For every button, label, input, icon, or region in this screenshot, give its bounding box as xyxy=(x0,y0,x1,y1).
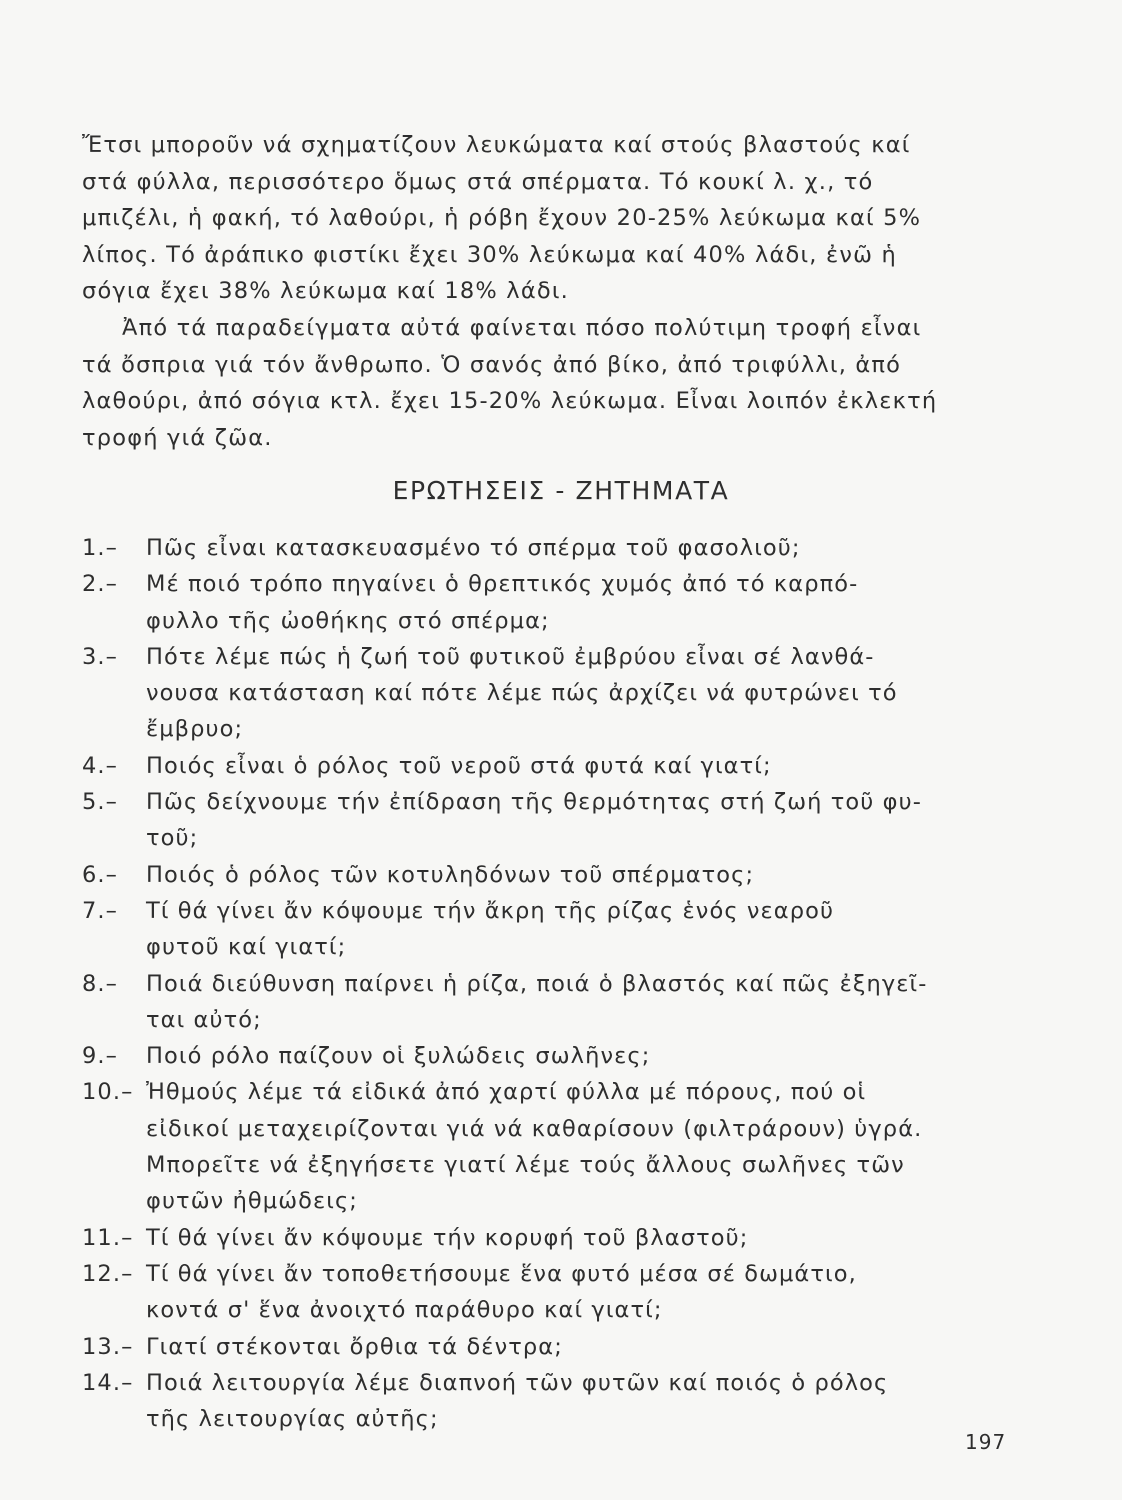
paragraph-proteins-in-seeds xyxy=(82,127,1022,310)
question-line: νουσα κατάσταση καί πότε λέμε πώς ἀρχίζει νά φυτρώνει τό xyxy=(146,680,898,707)
question-number: 10.– xyxy=(82,1079,134,1106)
paragraph-line: λίπος. Τό ἀράπικο φιστίκι ἔχει 30% λεύκωμα καί 40% λάδι, ἐνῶ ἡ xyxy=(82,241,897,268)
list-item xyxy=(82,530,1022,566)
list-item xyxy=(82,1074,1022,1219)
question-number: 6.– xyxy=(82,861,119,888)
question-number: 1.– xyxy=(82,535,119,561)
list-item xyxy=(82,784,1022,857)
question-line: Μπορεῖτε νά ἐξηγήσετε γιατί λέμε τούς ἄλλους σωλῆνες τῶν xyxy=(146,1152,905,1179)
question-line: Τί θά γίνει ἄν τοποθετήσουμε ἕνα φυτό μέσα σέ δωμάτιο, xyxy=(146,1260,857,1287)
paragraph-line: σόγια ἔχει 38% λεύκωμα καί 18% λάδι. xyxy=(82,278,569,305)
question-line: φυλλο τῆς ὠοθήκης στό σπέρμα; xyxy=(146,607,550,634)
paragraph-line: στά φύλλα, περισσότερο ὅμως στά σπέρματα. Τό κουκί λ. χ., τό xyxy=(82,168,874,195)
paragraph-line: τά ὄσπρια γιά τόν ἄνθρωπο. Ὁ σανός ἀπό βίκο, ἀπό τριφύλλι, ἀπό xyxy=(82,351,902,378)
list-item xyxy=(82,1038,1022,1074)
list-item xyxy=(82,857,1022,893)
question-line: κοντά σ' ἕνα ἀνοιχτό παράθυρο καί γιατί; xyxy=(146,1297,663,1324)
question-number: 8.– xyxy=(82,970,119,997)
question-number: 11.– xyxy=(82,1224,134,1251)
questions-list xyxy=(82,530,1022,1437)
question-line: Ποιός εἶναι ὁ ρόλος τοῦ νεροῦ στά φυτά καί γιατί; xyxy=(146,752,772,779)
list-item xyxy=(82,639,1022,748)
section-heading: ΕΡΩΤΗΣΕΙΣ - ΖΗΤΗΜΑΤΑ xyxy=(392,476,730,505)
question-line: ἔμβρυο; xyxy=(146,716,244,743)
page-number: 197 xyxy=(965,1430,1007,1454)
question-number: 12.– xyxy=(82,1260,134,1287)
question-line: εἰδικοί μεταχειρίζονται γιά νά καθαρίσουν (φιλτράρουν) ὑγρά. xyxy=(146,1115,923,1142)
question-number: 2.– xyxy=(82,571,119,598)
question-line: Τί θά γίνει ἄν κόψουμε τήν ἄκρη τῆς ρίζας ἑνός νεαροῦ xyxy=(146,897,835,924)
paragraph-line: Ἔτσι μποροῦν νά σχηματίζουν λευκώματα καί στούς βλαστούς καί xyxy=(82,132,911,158)
paragraph-line: μπιζέλι, ἡ φακή, τό λαθούρι, ἡ ρόβη ἔχουν 20-25% λεύκωμα καί 5% xyxy=(82,205,922,232)
list-item xyxy=(82,1329,1022,1365)
question-number: 3.– xyxy=(82,643,119,670)
paragraph-line: τροφή γιά ζῶα. xyxy=(82,424,273,451)
question-number: 7.– xyxy=(82,897,119,924)
list-item xyxy=(82,1365,1022,1438)
question-line: Ποιός ὁ ρόλος τῶν κοτυληδόνων τοῦ σπέρματος; xyxy=(146,861,755,888)
question-line: Ποιά διεύθυνση παίρνει ἡ ρίζα, ποιά ὁ βλαστός καί πῶς ἐξηγεῖ- xyxy=(146,970,928,997)
question-line: φυτῶν ἠθμώδεις; xyxy=(146,1188,358,1215)
question-line: Τί θά γίνει ἄν κόψουμε τήν κορυφή τοῦ βλαστοῦ; xyxy=(146,1224,749,1251)
question-line: Γιατί στέκονται ὄρθια τά δέντρα; xyxy=(146,1333,563,1360)
paragraph-line: λαθούρι, ἀπό σόγια κτλ. ἔχει 15-20% λεύκωμα. Εἶναι λοιπόν ἐκλεκτή xyxy=(82,388,938,415)
question-number: 4.– xyxy=(82,752,119,779)
question-line: Μέ ποιό τρόπο πηγαίνει ὁ θρεπτικός χυμός ἀπό τό καρπό- xyxy=(146,571,859,598)
question-line: Ποιό ρόλο παίζουν οἱ ξυλώδεις σωλῆνες; xyxy=(146,1043,651,1070)
question-line: Ποιά λειτουργία λέμε διαπνοή τῶν φυτῶν καί ποιός ὁ ρόλος xyxy=(146,1369,889,1396)
question-line: Πῶς εἶναι κατασκευασμένο τό σπέρμα τοῦ φασολιοῦ; xyxy=(146,535,801,561)
question-number: 14.– xyxy=(82,1369,134,1396)
question-line: τοῦ; xyxy=(146,825,199,852)
paragraph-legumes-food xyxy=(82,310,1022,456)
question-line: ται αὐτό; xyxy=(146,1006,262,1033)
question-line: Ἠθμούς λέμε τά εἰδικά ἀπό χαρτί φύλλα μέ πόρους, πού οἱ xyxy=(146,1079,867,1106)
list-item xyxy=(82,893,1022,966)
question-line: Πῶς δείχνουμε τήν ἐπίδραση τῆς θερμότητας στή ζωή τοῦ φυ- xyxy=(146,789,922,816)
question-line: Πότε λέμε πώς ἡ ζωή τοῦ φυτικοῦ ἐμβρύου εἶναι σέ λανθά- xyxy=(146,643,875,670)
question-number: 9.– xyxy=(82,1043,119,1070)
list-item xyxy=(82,1220,1022,1256)
question-number: 13.– xyxy=(82,1333,134,1360)
list-item xyxy=(82,748,1022,784)
question-line: τῆς λειτουργίας αὐτῆς; xyxy=(146,1406,439,1433)
paragraph-line: Ἀπό τά παραδείγματα αὐτά φαίνεται πόσο πολύτιμη τροφή εἶναι xyxy=(122,315,922,341)
list-item xyxy=(82,566,1022,639)
list-item xyxy=(82,1256,1022,1329)
question-number: 5.– xyxy=(82,789,119,816)
list-item xyxy=(82,966,1022,1039)
question-line: φυτοῦ καί γιατί; xyxy=(146,934,347,961)
